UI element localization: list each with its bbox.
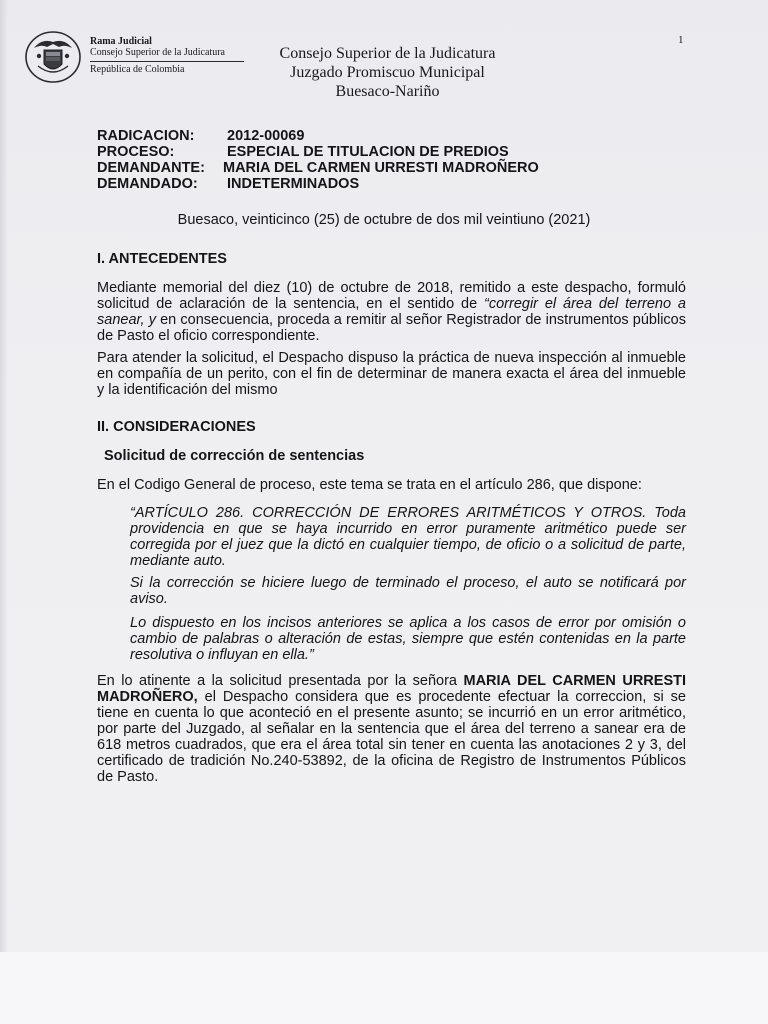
final-text-a: En lo atinente a la solicitud presentada por la señora [97, 673, 464, 689]
p1-text-a: Mediante memorial del diez (10) de octubre de 2018, remitido a este despacho, formuló solicitud de aclaración de la sentencia, en el sentido de [97, 280, 686, 312]
proceso-label: PROCESO: [97, 144, 175, 160]
p1-quote: “corregir el área del terreno a sanear, y [97, 296, 686, 328]
case-info [97, 128, 539, 192]
article-quote-3: Lo dispuesto en los incisos anteriores se aplica a los casos de error por omisión o cambio de palabras o alteración de estas, siempre que estén contenidas en la parte resolutiva o influyan en ella.” [130, 615, 686, 663]
case-row-demandado [97, 176, 539, 192]
demandante-value: MARIA DEL CARMEN URRESTI MADROÑERO [223, 160, 539, 176]
article-quote-2: Si la corrección se hiciere luego de terminado el proceso, el auto se notificará por aviso. [130, 575, 686, 607]
scan-edge-shadow [0, 0, 8, 952]
section-2-final-paragraph [97, 673, 686, 785]
court-line-3: Buesaco-Nariño [335, 83, 440, 100]
demandado-label: DEMANDADO: [97, 176, 198, 192]
court-header [255, 44, 520, 101]
section-1-heading: I. ANTECEDENTES [97, 251, 227, 267]
radicacion-label: RADICACION: [97, 128, 195, 144]
final-text-b: el Despacho considera que es procedente efectuar la correccion, si se tiene en cuenta lo que aconteció en el presente asunto; se incurrió en un error aritmético, por parte del Juzgado, al señalar en la sentencia que el área del terreno a sanear era de 618 metros cuadrados, que era el área total sin tener en cuenta las anotaciones 2 y 3, del certificado de tradición No.240-53892, de la oficina de Registro de Instrumentos Públicos de Pasto. [97, 689, 686, 785]
republica-label: República de Colombia [90, 64, 185, 75]
letterhead-rule [90, 61, 244, 62]
case-row-demandante [97, 160, 539, 176]
radicacion-value: 2012-00069 [227, 128, 305, 144]
colombia-coat-of-arms-icon [24, 30, 82, 84]
rama-line-2: Consejo Superior de la Judicatura [90, 47, 225, 58]
p1-text-b: en consecuencia, proceda a remitir al señor Registrador de instrumentos públicos de Pasto el oficio correspondiente. [97, 312, 686, 344]
proceso-value: ESPECIAL DE TITULACION DE PREDIOS [227, 144, 509, 160]
section-2-intro: En el Codigo General de proceso, este tema se trata en el artículo 286, que dispone: [97, 477, 642, 493]
court-line-2: Juzgado Promiscuo Municipal [290, 64, 485, 81]
article-quote-1: “ARTÍCULO 286. CORRECCIÓN DE ERRORES ARITMÉTICOS Y OTROS. Toda providencia en que se haya incurrido en error puramente aritmético puede ser corregida por el juez que la dictó en cualquier tiempo, de oficio o a solicitud de parte, mediante auto. [130, 505, 686, 569]
demandante-label: DEMANDANTE: [97, 160, 205, 176]
final-name: MARIA DEL CARMEN URRESTI MADROÑERO, [97, 673, 686, 705]
rama-judicial-block [90, 36, 225, 58]
section-2-subheading: Solicitud de corrección de sentencias [104, 448, 365, 464]
page-number: 1 [678, 34, 684, 46]
section-2-heading: II. CONSIDERACIONES [97, 419, 256, 435]
rama-line-1: Rama Judicial [90, 36, 152, 47]
section-1-paragraph-1 [97, 280, 686, 344]
case-row-radicacion [97, 128, 539, 144]
date-line: Buesaco, veinticinco (25) de octubre de dos mil veintiuno (2021) [177, 212, 591, 228]
demandado-value: INDETERMINADOS [227, 176, 360, 192]
court-line-1: Consejo Superior de la Judicatura [279, 45, 496, 62]
case-row-proceso [97, 144, 539, 160]
scan-bottom-margin [0, 952, 768, 1024]
section-1-paragraph-2: Para atender la solicitud, el Despacho dispuso la práctica de nueva inspección al inmueble en compañía de un perito, con el fin de determinar de manera exacta el área del inmueble y la identificación del mismo [97, 350, 686, 398]
